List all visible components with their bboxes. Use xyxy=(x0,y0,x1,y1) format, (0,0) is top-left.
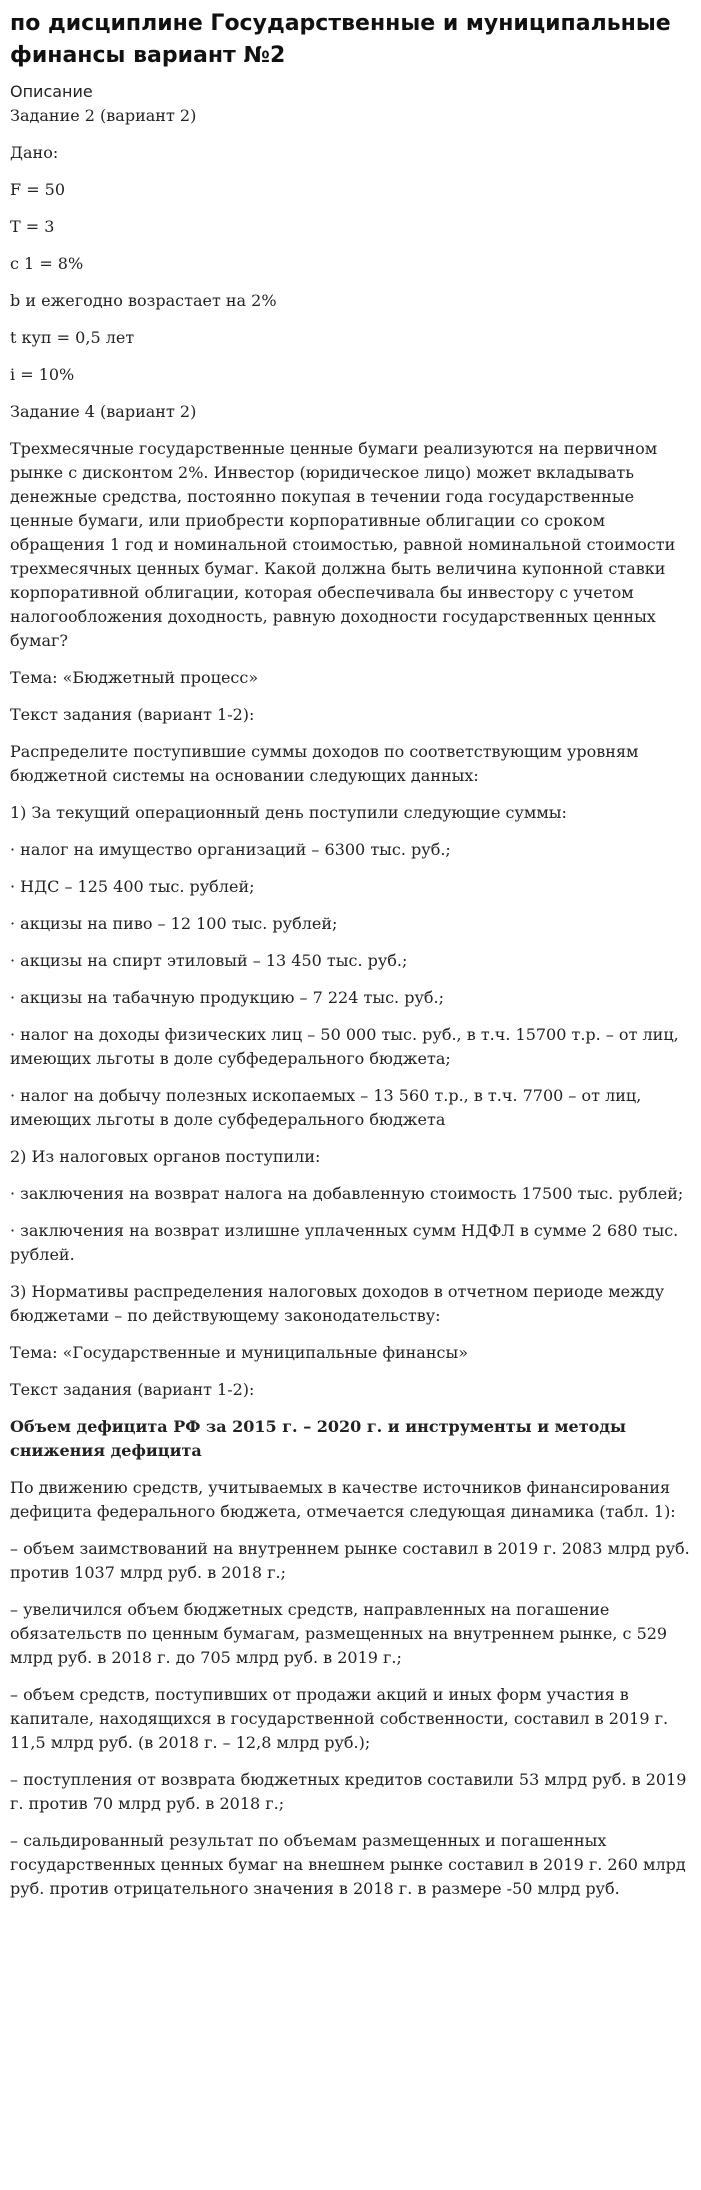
paragraph-task-text-label: Текст задания (вариант 1-2): xyxy=(10,705,255,724)
paragraph-topic-budget: Тема: «Бюджетный процесс» xyxy=(10,668,259,687)
paragraph-item-1: 1) За текущий операционный день поступили следующие суммы: xyxy=(10,803,567,822)
list-item: – объем средств, поступивших от продажи акций и иных форм участия в капитале, находящихся в государственной собственности, составил в 2019 г. 11,5 млрд руб. (в 2018 г. – 12,8 млрд руб.); xyxy=(10,1685,669,1752)
list-item: · акцизы на табачную продукцию – 7 224 тыс. руб.; xyxy=(10,988,444,1007)
paragraph-i-value: i = 10% xyxy=(10,365,75,384)
paragraph-b-value: b и ежегодно возрастает на 2% xyxy=(10,291,277,310)
list-item: · акцизы на спирт этиловый – 13 450 тыс. руб.; xyxy=(10,951,408,970)
paragraph-task4-text: Трехмесячные государственные ценные бумаги реализуются на первичном рынке с дисконтом 2%. Инвестор (юридическое лицо) может вкладывать денежные средства, постоянно покупая в течении года государственные ценные бумаги, или приобрести корпоративные облигации со сроком обращения 1 год и номинальной стоимостью, равной номинальной стоимости трехмесячных ценных бумаг. Какой должна быть величина купонной ставки корпоративной облигации, которая обеспечивала бы инвестору с учетом налогообложения доходность, равную доходности государственных ценных бумаг? xyxy=(10,439,676,650)
paragraph-deficit-heading: Объем дефицита РФ за 2015 г. – 2020 г. и инструменты и методы снижения дефицита xyxy=(10,1417,627,1460)
list-item: – увеличился объем бюджетных средств, направленных на погашение обязательств по ценным бумагам, размещенных на внутреннем рынке, с 529 млрд руб. в 2018 г. до 705 млрд руб. в 2019 г.; xyxy=(10,1600,668,1667)
list-item: · заключения на возврат налога на добавленную стоимость 17500 тыс. рублей; xyxy=(10,1184,684,1203)
list-item: – сальдированный результат по объемам размещенных и погашенных государственных ценных бумаг на внешнем рынке составил в 2019 г. 260 млрд руб. против отрицательного значения в 2018 г. в размере -50 млрд руб. xyxy=(10,1831,686,1898)
list-item: · акцизы на пиво – 12 100 тыс. рублей; xyxy=(10,914,338,933)
paragraph-item-2: 2) Из налоговых органов поступили: xyxy=(10,1147,321,1166)
paragraph-c1-value: c 1 = 8% xyxy=(10,254,84,273)
paragraph-task-text-label-2: Текст задания (вариант 1-2): xyxy=(10,1380,255,1399)
list-item: · налог на доходы физических лиц – 50 000 тыс. руб., в т.ч. 15700 т.р. – от лиц, имеющих льготы в доле субфедерального бюджета; xyxy=(10,1025,679,1068)
list-item: – поступления от возврата бюджетных кредитов составили 53 млрд руб. в 2019 г. против 70 млрд руб. в 2018 г.; xyxy=(10,1770,687,1813)
list-item: · заключения на возврат излишне уплаченных сумм НДФЛ в сумме 2 680 тыс. рублей. xyxy=(10,1221,679,1264)
list-item: – объем заимствований на внутреннем рынке составил в 2019 г. 2083 млрд руб. против 1037 млрд руб. в 2018 г.; xyxy=(10,1539,690,1582)
paragraph-item-3: 3) Нормативы распределения налоговых доходов в отчетном периоде между бюджетами – по действующему законодательству: xyxy=(10,1282,665,1325)
paragraph-topic-finance: Тема: «Государственные и муниципальные финансы» xyxy=(10,1343,468,1362)
paragraph-task4-heading: Задание 4 (вариант 2) xyxy=(10,402,197,421)
paragraph-t-value: T = 3 xyxy=(10,217,55,236)
paragraph-task2-heading: Задание 2 (вариант 2) xyxy=(10,106,197,125)
paragraph-distribute: Распределите поступившие суммы доходов по соответствующим уровням бюджетной системы на основании следующих данных: xyxy=(10,742,639,785)
description-label: Описание xyxy=(10,82,93,101)
paragraph-given: Дано: xyxy=(10,143,59,162)
paragraph-tkup-value: t куп = 0,5 лет xyxy=(10,328,135,347)
list-item: · НДС – 125 400 тыс. рублей; xyxy=(10,877,255,896)
list-item: · налог на имущество организаций – 6300 тыс. руб.; xyxy=(10,840,451,859)
list-item: · налог на добычу полезных ископаемых – 13 560 т.р., в т.ч. 7700 – от лиц, имеющих льготы в доле субфедерального бюджета xyxy=(10,1086,642,1129)
page-title: по дисциплине Государственные и муниципальные финансы вариант №2 xyxy=(10,11,671,68)
paragraph-f-value: F = 50 xyxy=(10,180,66,199)
paragraph-deficit-intro: По движению средств, учитываемых в качестве источников финансирования дефицита федерального бюджета, отмечается следующая динамика (табл. 1): xyxy=(10,1478,676,1521)
